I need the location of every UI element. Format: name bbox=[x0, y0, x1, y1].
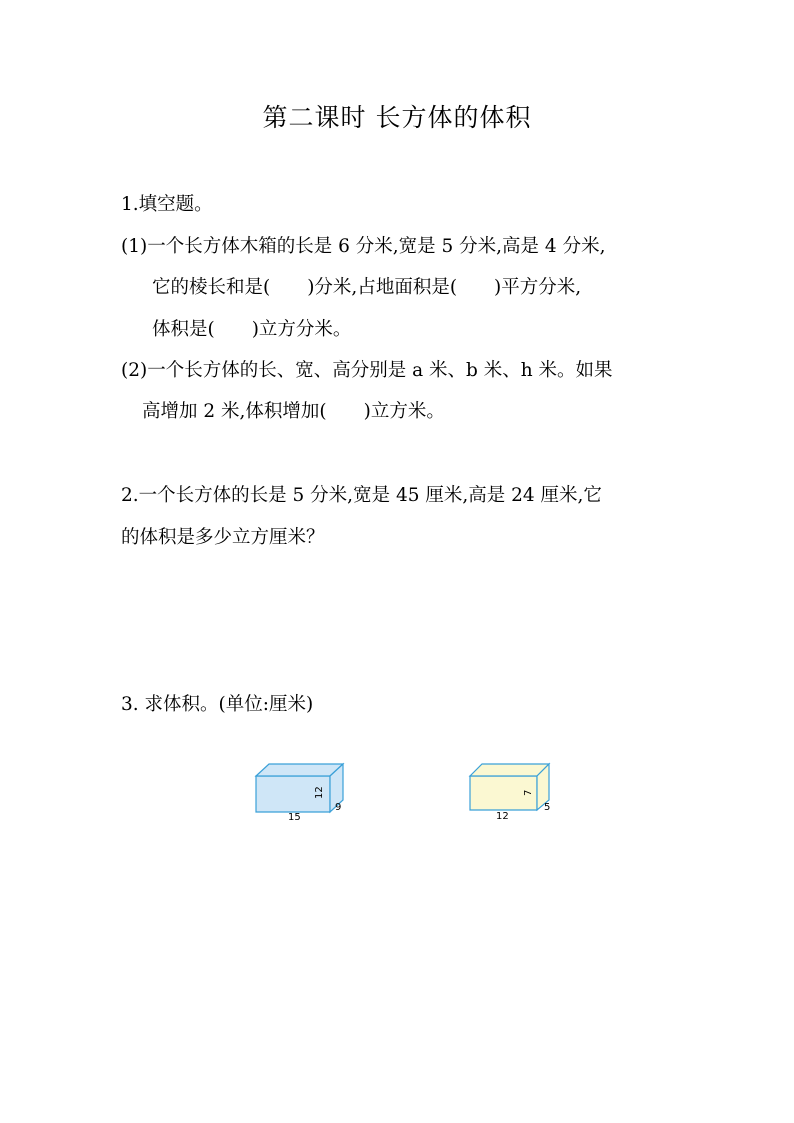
section3-heading: 3. 求体积。(单位:厘米) bbox=[121, 694, 314, 715]
q1-line1: (1)一个长方体木箱的长是 6 分米,宽是 5 分米,高是 4 分米, bbox=[121, 236, 606, 257]
q2-line1: (2)一个长方体的长、宽、高分别是 a 米、b 米、h 米。如果 bbox=[121, 360, 613, 381]
section2-line1: 2.一个长方体的长是 5 分米,宽是 45 厘米,高是 24 厘米,它 bbox=[121, 485, 602, 506]
cuboid-1-width-label: 9 bbox=[335, 802, 342, 813]
section1-heading: 1.填空题。 bbox=[121, 194, 213, 215]
page-title: 第二课时 长方体的体积 bbox=[262, 103, 532, 132]
cuboid-1-height-label: 12 bbox=[314, 786, 325, 799]
q2-line2: 高增加 2 米,体积增加( )立方米。 bbox=[142, 401, 445, 422]
cuboid-2-top-face bbox=[470, 764, 549, 776]
cuboid-2-length-label: 12 bbox=[496, 811, 509, 822]
cuboid-figure-1 bbox=[255, 762, 355, 826]
cuboid-figure-2 bbox=[469, 762, 569, 826]
q1-line3: 体积是( )立方分米。 bbox=[152, 319, 352, 340]
cuboid-2-height-label: 7 bbox=[523, 789, 534, 796]
cuboid-2-width-label: 5 bbox=[544, 802, 551, 813]
section2-line2: 的体积是多少立方厘米？ bbox=[121, 527, 325, 548]
cuboid-1-top-face bbox=[256, 764, 343, 776]
cuboid-1-length-label: 15 bbox=[288, 812, 301, 823]
q1-line2: 它的棱长和是( )分米,占地面积是( )平方分米, bbox=[152, 277, 582, 298]
